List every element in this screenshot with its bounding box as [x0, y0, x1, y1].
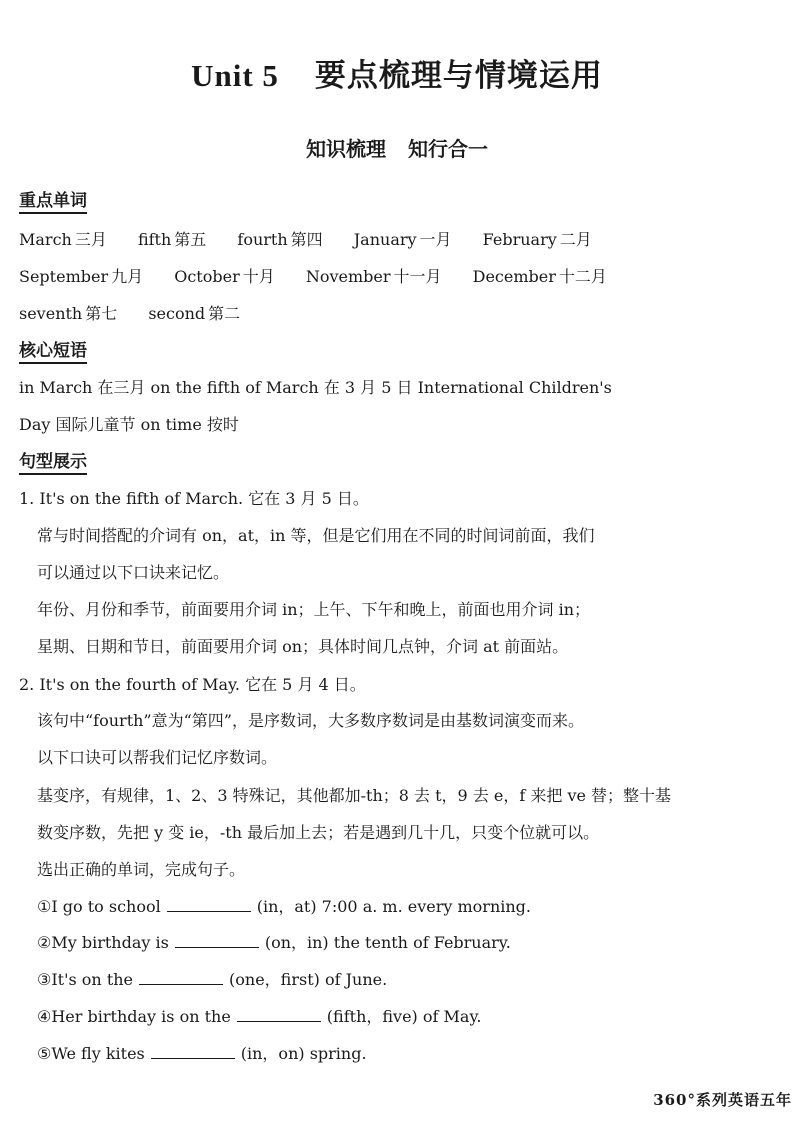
vocab-en: second	[148, 304, 206, 323]
vocab-term	[138, 229, 206, 251]
pattern-1-line: 常与时间搭配的介词有 on，at，in 等，但是它们用在不同的时间词前面，我们	[37, 526, 595, 545]
exercise-prompt: ①I go to school	[37, 897, 161, 916]
unit-label: Unit 5	[191, 58, 279, 93]
vocab-en: fourth	[237, 230, 288, 249]
page-footer: 360°系列英语五年	[653, 1091, 792, 1109]
vocab-zh: 一月	[419, 230, 452, 249]
vocab-term	[19, 229, 107, 251]
vocab-zh: 二月	[559, 230, 592, 249]
exercise-item	[37, 932, 511, 954]
vocab-term	[174, 266, 275, 288]
vocab-en: fifth	[137, 230, 172, 249]
vocab-term	[148, 303, 240, 325]
vocab-zh: 第七	[85, 304, 118, 323]
vocab-term	[19, 303, 117, 325]
patterns-heading: 句型展示	[19, 452, 87, 475]
pattern-2-line: 该句中“fourth”意为“第四”，是序数词，大多数序数词是由基数词演变而来。	[37, 711, 584, 730]
exercise-options: (in，on) spring.	[240, 1044, 367, 1063]
vocab-zh: 十月	[242, 267, 275, 286]
vocab-term	[354, 229, 452, 251]
vocab-row-3	[19, 303, 240, 325]
subtitle-part1: 知识梳理	[306, 137, 386, 161]
pattern-2-line: 以下口诀可以帮我们记忆序数词。	[37, 748, 278, 767]
exercise-prompt: ③It's on the	[37, 970, 134, 989]
vocab-zh: 三月	[74, 230, 107, 249]
vocab-en: February	[482, 230, 557, 249]
section-subtitle	[0, 133, 794, 162]
exercise-options: (fifth，five) of May.	[326, 1007, 482, 1026]
pattern-2-title: 2. It's on the fourth of May. 它在 5 月 4 日。	[19, 675, 366, 694]
vocab-zh: 十二月	[558, 267, 607, 286]
pattern-2-line: 选出正确的单词，完成句子。	[37, 860, 246, 879]
pattern-2-line: 数变序数，先把 y 变 ie，-th 最后加上去；若是遇到几十几，只变个位就可以。	[37, 823, 600, 842]
vocab-term	[237, 229, 322, 251]
vocab-en: January	[353, 230, 417, 249]
vocab-en: seventh	[19, 304, 83, 323]
subtitle-part2: 知行合一	[408, 137, 488, 161]
vocab-zh: 十一月	[393, 267, 442, 286]
vocab-en: December	[472, 267, 556, 286]
vocab-zh: 第二	[208, 304, 241, 323]
vocab-en: November	[305, 267, 391, 286]
pattern-1-title: 1. It's on the fifth of March. 它在 3 月 5 日。	[19, 489, 369, 508]
exercise-options: (one，first) of June.	[229, 970, 388, 989]
vocab-zh: 第四	[290, 230, 323, 249]
exercise-prompt: ⑤We fly kites	[37, 1044, 145, 1063]
exercise-item	[37, 1006, 481, 1028]
vocab-zh: 第五	[174, 230, 207, 249]
vocab-term	[19, 266, 143, 288]
answer-blank[interactable]	[151, 1044, 235, 1059]
page-title-text: 要点梳理与情境运用	[314, 58, 603, 94]
exercise-prompt: ②My birthday is	[37, 933, 169, 952]
vocab-zh: 九月	[111, 267, 144, 286]
vocab-heading: 重点单词	[19, 191, 87, 214]
pattern-1-line: 年份、月份和季节，前面要用介词 in；上午、下午和晚上，前面也用介词 in；	[37, 600, 591, 619]
vocab-row-1	[19, 229, 592, 251]
pattern-2-line: 基变序，有规律，1、2、3 特殊记，其他都加-th；8 去 t，9 去 e，f 来把 ve 替；整十基	[37, 786, 672, 805]
vocab-term	[473, 266, 607, 288]
vocab-term	[306, 266, 442, 288]
answer-blank[interactable]	[175, 933, 259, 948]
answer-blank[interactable]	[167, 897, 251, 912]
vocab-en: March	[19, 230, 72, 249]
exercise-item	[37, 896, 531, 918]
vocab-term	[483, 229, 592, 251]
pattern-1-line: 可以通过以下口诀来记忆。	[37, 563, 230, 582]
phrases-line-1: in March 在三月 on the fifth of March 在 3 月 5 日 International Children's	[19, 378, 612, 397]
answer-blank[interactable]	[139, 970, 223, 985]
answer-blank[interactable]	[237, 1007, 321, 1022]
vocab-en: October	[174, 267, 240, 286]
phrases-line-2: Day 国际儿童节 on time 按时	[19, 415, 239, 434]
exercise-item	[37, 969, 387, 991]
exercise-item	[37, 1043, 367, 1065]
page-title	[0, 50, 794, 95]
exercise-options: (in，at) 7:00 a. m. every morning.	[256, 897, 532, 916]
exercise-prompt: ④Her birthday is on the	[37, 1007, 231, 1026]
vocab-en: September	[19, 267, 109, 286]
pattern-1-line: 星期、日期和节日，前面要用介词 on；具体时间几点钟，介词 at 前面站。	[37, 637, 569, 656]
phrases-heading: 核心短语	[19, 341, 87, 364]
exercise-options: (on，in) the tenth of February.	[264, 933, 511, 952]
vocab-row-2	[19, 266, 607, 288]
